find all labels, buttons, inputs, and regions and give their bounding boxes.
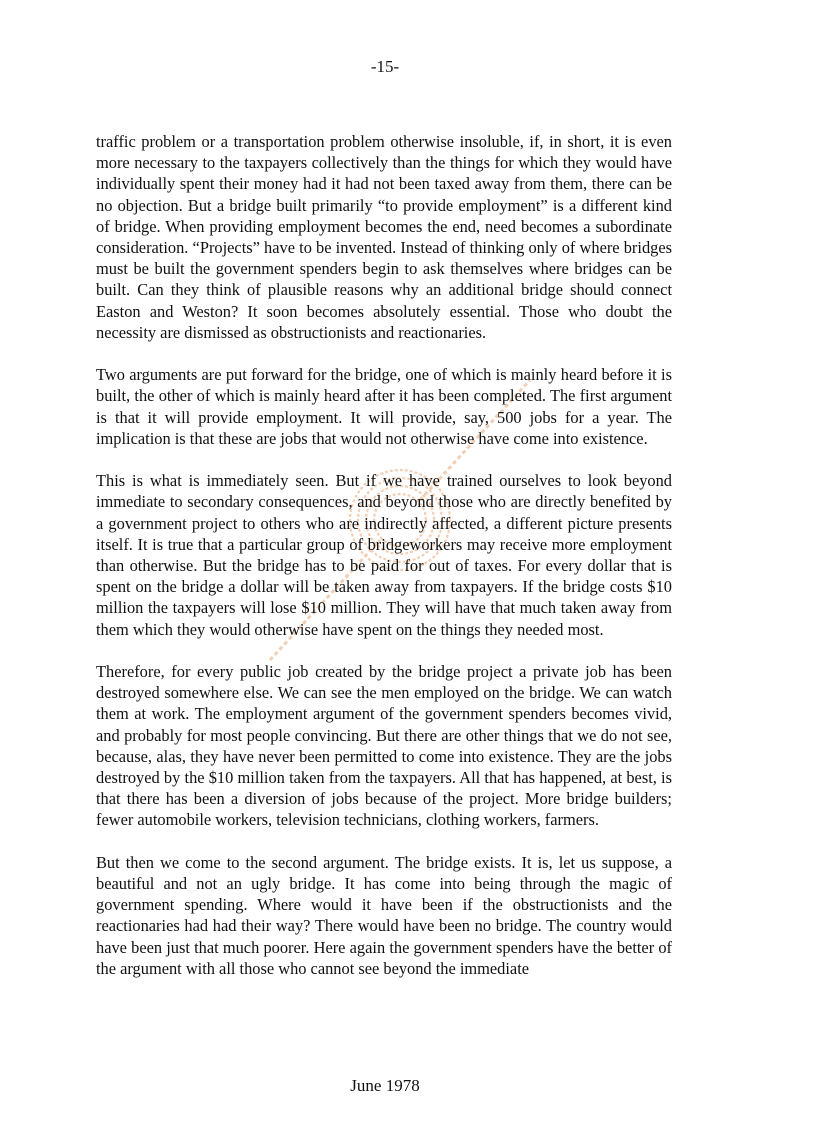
paragraph: Two arguments are put forward for the bridge, one of which is mainly heard before it is built, the other of which is mainly heard after it has been completed. The first argument is that it will provide employment. It will provide, say, 500 jobs for a year. The implication is that these are jobs that would not otherwise have come into existence. <box>96 365 672 448</box>
article-body <box>96 131 672 1000</box>
paragraph: This is what is immediately seen. But if we have trained ourselves to look beyond immediate to secondary consequences, and beyond those who are directly benefited by a government project to others who are indirectly affected, a different picture presents itself. It is true that a particular group of bridgeworkers may receive more employment than otherwise. But the bridge has to be paid for out of taxes. For every dollar that is spent on the bridge a dollar will be taken away from taxpayers. If the bridge costs $10 million the taxpayers will lose $10 million. They will have that much taken away from them which they would otherwise have spent on the things they needed most. <box>96 471 672 639</box>
paragraph: But then we come to the second argument. The bridge exists. It is, let us suppose, a beautiful and not an ugly bridge. It has come into being through the magic of government spending. Where would it have been if the obstructionists and the reactionaries had had their way? There would have been no bridge. The country would have been just that much poorer. Here again the government spenders have the better of the argument with all those who cannot see beyond the immediate <box>96 852 672 978</box>
page-number: -15- <box>370 57 400 76</box>
footer-date: June 1978 <box>350 1076 420 1095</box>
paragraph: Therefore, for every public job created by the bridge project a private job has been destroyed somewhere else. We can see the men employed on the bridge. We can watch them at work. The employment argument of the government spenders becomes vivid, and probably for most people convincing. But there are other things that we do not see, because, alas, they have never been permitted to come into existence. They are the jobs destroyed by the $10 million taken from the taxpayers. All that has happened, at best, is that there has been a diversion of jobs because of the project. More bridge builders; fewer automobile workers, television technicians, clothing workers, farmers. <box>96 662 672 830</box>
paragraph: traffic problem or a transportation problem otherwise insoluble, if, in short, it is even more necessary to the taxpayers collectively than the things for which they would have individually spent their money had it had not been taxed away from them, there can be no objection. But a bridge built primarily “to provide employment” is a different kind of bridge. When providing employment becomes the end, need becomes a subordinate consideration. “Projects” have to be invented. Instead of thinking only of where bridges must be built the government spenders begin to ask themselves where bridges can be built. Can they think of plausible reasons why an additional bridge should connect Easton and Weston? It soon becomes absolutely essential. Those who doubt the necessity are dismissed as obstructionists and reactionaries. <box>96 132 672 342</box>
